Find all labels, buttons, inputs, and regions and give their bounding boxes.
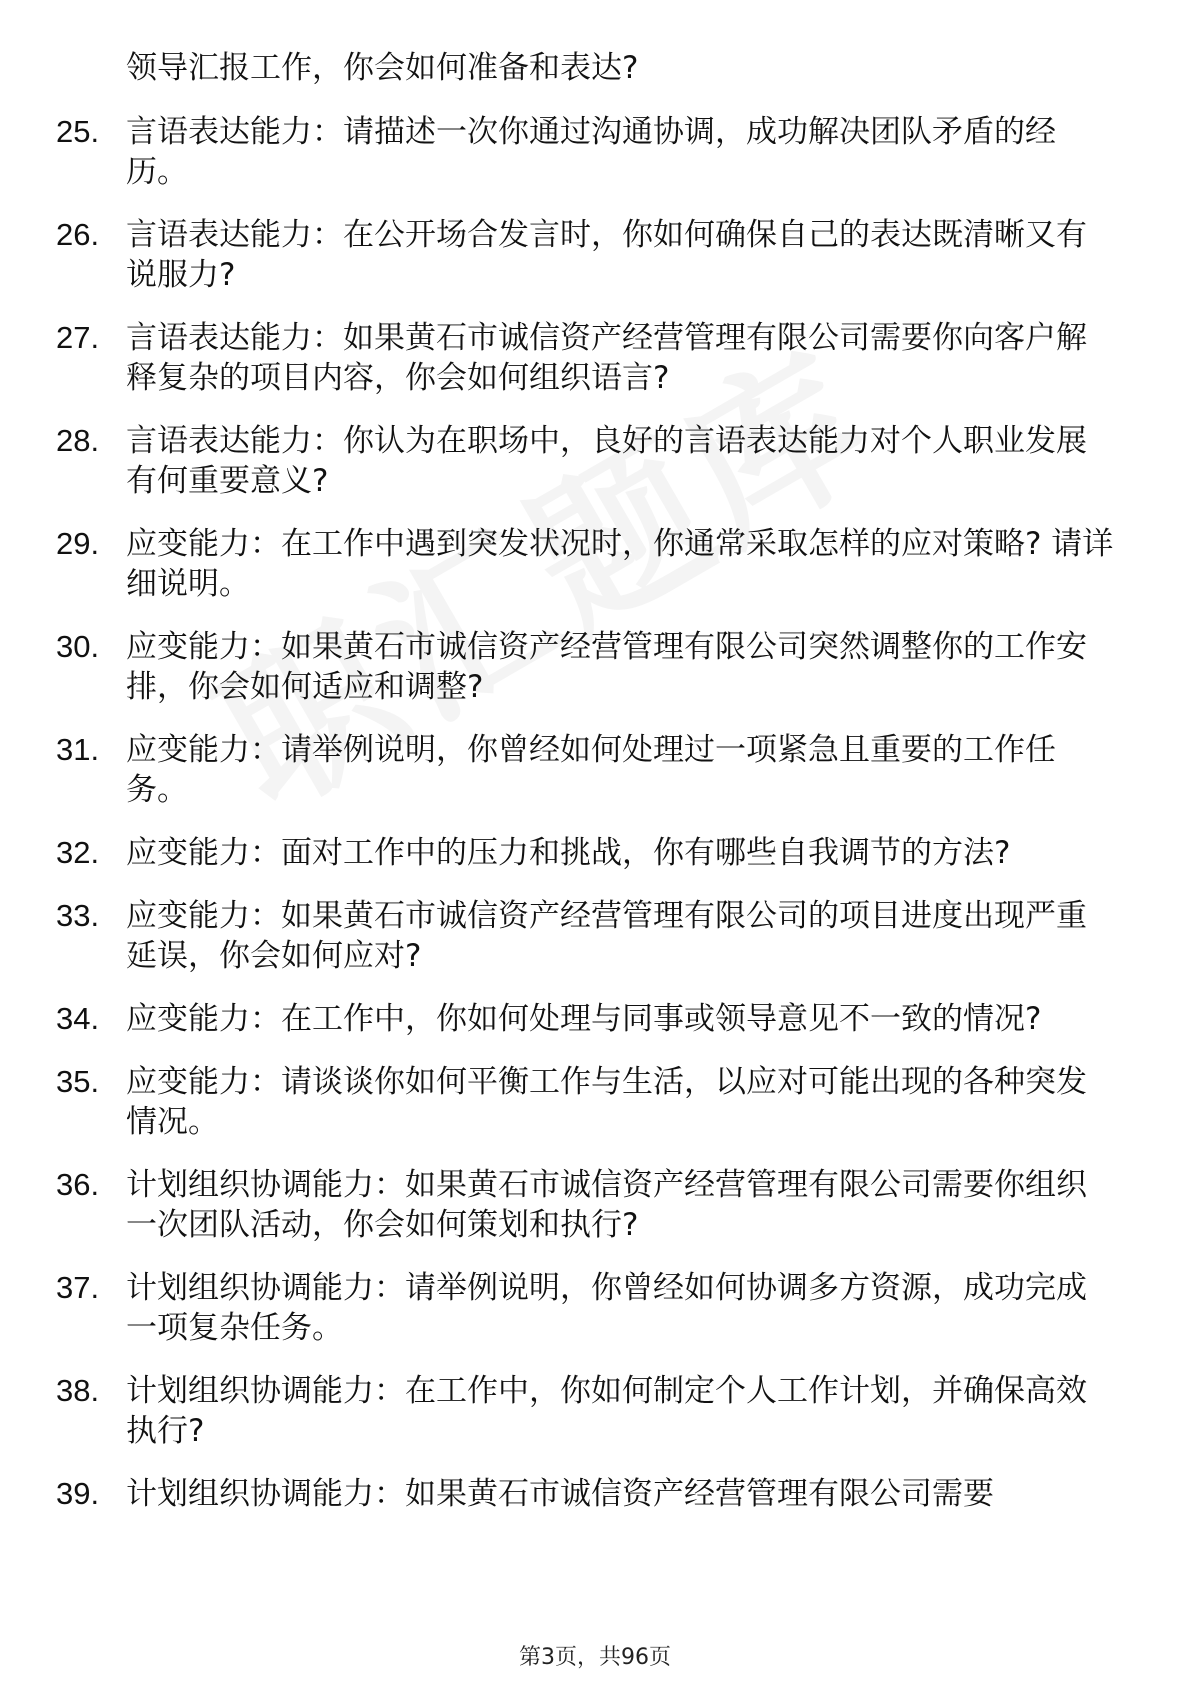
question-number: 27. [56, 320, 100, 355]
question-number: 37. [56, 1270, 100, 1305]
question-text: 应变能力：请举例说明，你曾经如何处理过一项紧急且重要的工作任务。 [126, 732, 1056, 808]
question-text: 言语表达能力：请描述一次你通过沟通协调，成功解决团队矛盾的经历。 [126, 114, 1056, 190]
question-text: 计划组织协调能力：如果黄石市诚信资产经营管理有限公司需要 [126, 1476, 994, 1512]
question-item [56, 318, 1116, 398]
question-text: 言语表达能力：在公开场合发言时，你如何确保自己的表达既清晰又有说服力? [126, 217, 1087, 293]
question-text: 应变能力：在工作中遇到突发状况时，你通常采取怎样的应对策略? 请详细说明。 [126, 526, 1114, 602]
question-number: 32. [56, 835, 100, 870]
question-text: 计划组织协调能力：请举例说明，你曾经如何协调多方资源，成功完成一项复杂任务。 [126, 1270, 1087, 1346]
page-footer: 第3页，共96页 [519, 1645, 671, 1670]
question-number: 34. [56, 1001, 100, 1036]
question-item [56, 1371, 1116, 1451]
question-item [56, 421, 1116, 501]
question-item [56, 833, 1116, 873]
question-number: 25. [56, 114, 100, 149]
question-text: 计划组织协调能力：在工作中，你如何制定个人工作计划，并确保高效执行? [126, 1373, 1087, 1449]
question-number: 26. [56, 217, 100, 252]
continued-question-text: 领导汇报工作，你会如何准备和表达? [126, 50, 639, 86]
question-number: 39. [56, 1476, 100, 1511]
question-item [56, 999, 1116, 1039]
question-number: 33. [56, 898, 100, 933]
question-item [56, 896, 1116, 976]
question-text: 应变能力：面对工作中的压力和挑战，你有哪些自我调节的方法? [126, 835, 1011, 871]
question-text: 言语表达能力：如果黄石市诚信资产经营管理有限公司需要你向客户解释复杂的项目内容，你会如何组织语言? [126, 320, 1087, 396]
question-item [56, 1062, 1116, 1142]
question-number: 28. [56, 423, 100, 458]
question-item [56, 730, 1116, 810]
question-text: 应变能力：请谈谈你如何平衡工作与生活，以应对可能出现的各种突发情况。 [126, 1064, 1087, 1140]
question-item [56, 112, 1116, 192]
question-item [56, 627, 1116, 707]
question-text: 应变能力：如果黄石市诚信资产经营管理有限公司的项目进度出现严重延误，你会如何应对? [126, 898, 1087, 974]
question-item [56, 215, 1116, 295]
question-item [56, 1268, 1116, 1348]
question-number: 35. [56, 1064, 100, 1099]
question-text: 应变能力：如果黄石市诚信资产经营管理有限公司突然调整你的工作安排，你会如何适应和调整? [126, 629, 1087, 705]
question-text: 计划组织协调能力：如果黄石市诚信资产经营管理有限公司需要你组织一次团队活动，你会如何策划和执行? [126, 1167, 1087, 1243]
question-list [0, 48, 1190, 1537]
question-number: 31. [56, 732, 100, 767]
question-text: 言语表达能力：你认为在职场中，良好的言语表达能力对个人职业发展有何重要意义? [126, 423, 1087, 499]
question-number: 30. [56, 629, 100, 664]
question-item [56, 1474, 1116, 1514]
question-item [56, 1165, 1116, 1245]
question-number: 38. [56, 1373, 100, 1408]
question-number: 29. [56, 526, 100, 561]
question-text: 应变能力：在工作中，你如何处理与同事或领导意见不一致的情况? [126, 1001, 1042, 1037]
question-item [56, 524, 1116, 604]
question-number: 36. [56, 1167, 100, 1202]
